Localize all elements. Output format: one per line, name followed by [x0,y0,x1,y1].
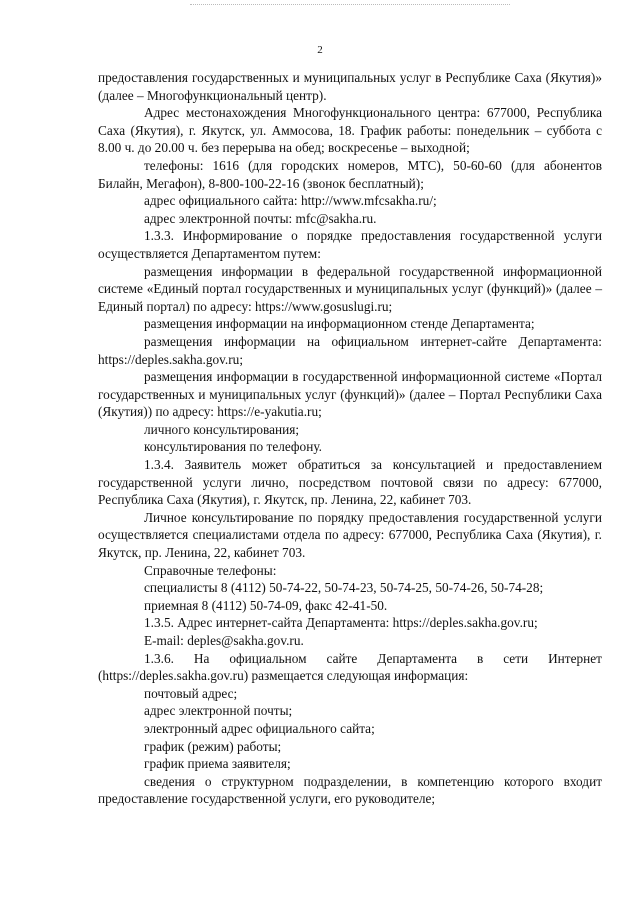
paragraph: почтовый адрес; [144,685,238,701]
paragraph: E-mail: deples@sakha.gov.ru. [144,633,304,648]
paragraph: Справочные телефоны: [144,562,277,578]
paragraph: 1.3.6. На официальном сайте Департамента в сети Интернет (https://deples.sakha.gov.ru) размещается следующая информация: [98,650,602,684]
paragraph: размещения информации в государственной информационной системе «Портал государственных и муниципальных услуг (функций)» (далее – Портал Республики Саха (Якутия)) по адресу: https://e-yakutia.ru; [98,369,602,420]
paragraph: личного консультирования; [144,421,300,437]
paragraph: предоставления государственных и муниципальных услуг в Республике Саха (Якутия)» (далее – Многофункциональный центр). [98,70,602,103]
page-number: 2 [317,44,323,56]
paragraph: приемная 8 (4112) 50-74-09, факс 42-41-50. [144,597,388,613]
document-body [98,69,602,808]
paragraph: адрес электронной почты; [144,703,293,719]
paragraph: размещения информации в федеральной государственной информационной системе «Единый портал государственных и муниципальных услуг (функций)» (далее – Единый портал) по адресу: https://www.gosuslugi.ru; [98,263,602,314]
paragraph: сведения о структурном подразделении, в компетенцию которого входит предоставление государственной услуги, его руководителе; [98,773,602,807]
scan-artifact [190,4,510,7]
paragraph: график приема заявителя; [144,756,291,772]
paragraph: график (режим) работы; [144,738,282,754]
paragraph: адрес электронной почты: mfc@sakha.ru. [144,210,377,226]
paragraph: телефоны: 1616 (для городских номеров, МТС), 50-60-60 (для абонентов Билайн, Мегафон), 8-800-100-22-16 (звонок бесплатный); [98,157,602,191]
paragraph: электронный адрес официального сайта; [144,720,375,736]
paragraph: Личное консультирование по порядку предоставления государственной услуги осуществляется специалистами отдела по адресу: 677000, Республика Саха (Якутия), г. Якутск, пр. Ленина, 22, кабинет 703. [98,509,602,561]
paragraph: размещения информации на информационном стенде Департамента; [144,316,535,332]
paragraph: 1.3.4. Заявитель может обратиться за консультацией и предоставлением государственной услуги лично, посредством почтовой связи по адресу: 677000, Республика Саха (Якутия), г. Якутск, пр. Ленина, 22, кабинет 703. [98,457,602,508]
paragraph: размещения информации на официальном интернет-сайте Департамента: https://deples.sakha.gov.ru; [98,333,602,367]
paragraph: консультирования по телефону. [144,439,322,455]
paragraph: адрес официального сайта: http://www.mfcsakha.ru/; [144,193,437,209]
paragraph: 1.3.3. Информирование о порядке предоставления государственной услуги осуществляется Департаментом путем: [98,228,602,261]
paragraph: Адрес местонахождения Многофункционального центра: 677000, Республика Саха (Якутия), г. Якутск, ул. Аммосова, 18. График работы: понедельник – суббота с 8.00 ч. до 20.00 ч. без перерыва на обед; воскресенье – выходной; [98,105,602,156]
paragraph: специалисты 8 (4112) 50-74-22, 50-74-23, 50-74-25, 50-74-26, 50-74-28; [144,580,544,596]
paragraph: 1.3.5. Адрес интернет-сайта Департамента: https://deples.sakha.gov.ru; [144,615,538,631]
